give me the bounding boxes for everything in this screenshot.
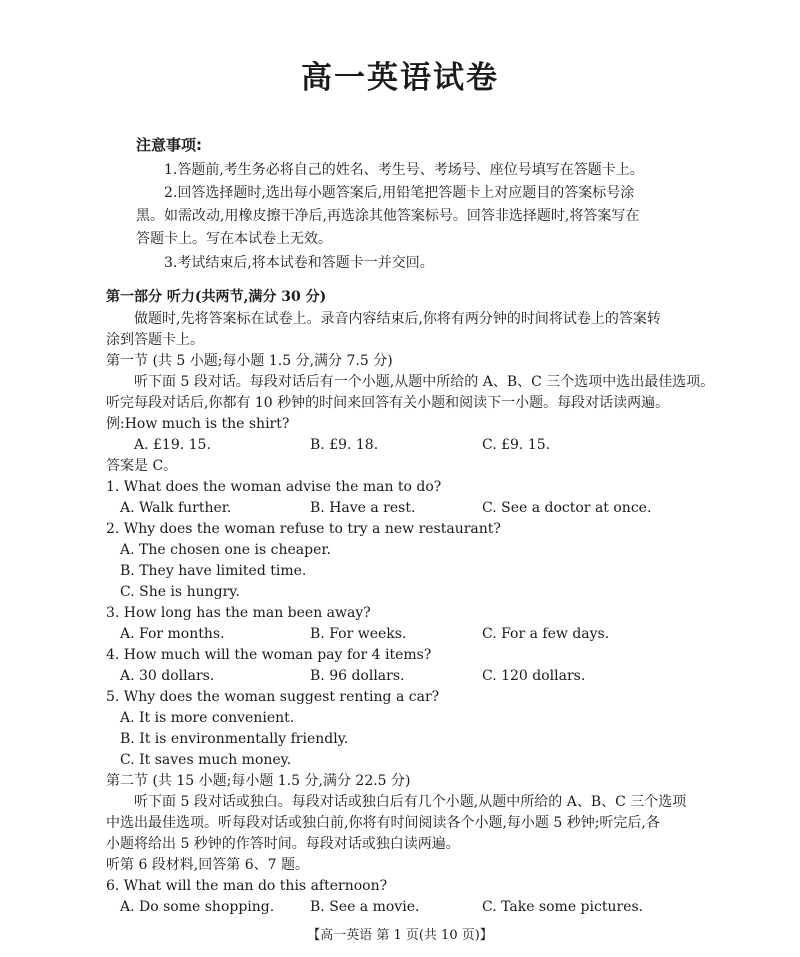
q2-option-a: A. The chosen one is cheaper. [120, 542, 331, 558]
notice-item-3: 3.考试结束后,将本试卷和答题卡一并交回。 [164, 255, 434, 271]
notice-item-2-end: 答题卡上。写在本试卷上无效。 [136, 231, 332, 247]
q4-option-c: C. 120 dollars. [482, 668, 586, 684]
example-option-c: C. £9. 15. [482, 437, 551, 453]
q6-option-b: B. See a movie. [310, 899, 420, 915]
section1-intro-2: 听完每段对话后,你都有 10 秒钟的时间来回答有关小题和阅读下一小题。每段对话读两遍。 [106, 395, 670, 411]
section2-intro-2: 中选出最佳选项。听每段对话或独白前,你将有时间阅读各个小题,每小题 5 秒钟;听完后,各 [106, 815, 660, 831]
question-4: 4. How much will the woman pay for 4 items? [106, 647, 432, 663]
section2-heading: 第二节 (共 15 小题;每小题 1.5 分,满分 22.5 分) [106, 773, 411, 789]
q3-option-a: A. For months. [120, 626, 225, 642]
q2-option-c: C. She is hungry. [120, 584, 240, 600]
part1-intro-1: 做题时,先将答案标在试卷上。录音内容结束后,你将有两分钟的时间将试卷上的答案转 [134, 311, 661, 327]
question-5: 5. Why does the woman suggest renting a car? [106, 689, 440, 705]
example-question: 例:How much is the shirt? [106, 416, 290, 432]
part1-intro-2: 涂到答题卡上。 [106, 332, 204, 348]
q6-option-a: A. Do some shopping. [120, 899, 275, 915]
example-answer: 答案是 C。 [106, 458, 178, 474]
section2-material: 听第 6 段材料,回答第 6、7 题。 [106, 857, 309, 873]
q1-option-a: A. Walk further. [120, 500, 232, 516]
section1-heading: 第一节 (共 5 小题;每小题 1.5 分,满分 7.5 分) [106, 353, 393, 369]
q5-option-b: B. It is environmentally friendly. [120, 731, 349, 747]
q1-option-b: B. Have a rest. [310, 500, 416, 516]
notice-heading: 注意事项: [136, 136, 202, 154]
notice-item-1: 1.答题前,考生务必将自己的姓名、考生号、考场号、座位号填写在答题卡上。 [164, 162, 644, 178]
q4-option-a: A. 30 dollars. [120, 668, 215, 684]
notice-item-2-cont: 黑。如需改动,用橡皮擦干净后,再选涂其他答案标号。回答非选择题时,将答案写在 [136, 208, 640, 224]
q5-option-c: C. It saves much money. [120, 752, 292, 768]
question-1: 1. What does the woman advise the man to do? [106, 479, 442, 495]
notice-item-2: 2.回答选择题时,选出每小题答案后,用铅笔把答题卡上对应题目的答案标号涂 [164, 185, 635, 201]
page-footer: 【高一英语 第 1 页(共 10 页)】 [307, 928, 493, 943]
q3-option-c: C. For a few days. [482, 626, 610, 642]
example-option-a: A. £19. 15. [134, 437, 211, 453]
section2-intro-3: 小题将给出 5 秒钟的作答时间。每段对话或独白读两遍。 [106, 836, 460, 852]
section1-intro-1: 听下面 5 段对话。每段对话后有一个小题,从题中所给的 A、B、C 三个选项中选出最佳选项。 [134, 374, 715, 390]
q6-option-c: C. Take some pictures. [482, 899, 644, 915]
q1-option-c: C. See a doctor at once. [482, 500, 652, 516]
q3-option-b: B. For weeks. [310, 626, 407, 642]
example-option-b: B. £9. 18. [310, 437, 379, 453]
q2-option-b: B. They have limited time. [120, 563, 307, 579]
page-title: 高一英语试卷 [301, 60, 499, 96]
question-2: 2. Why does the woman refuse to try a new restaurant? [106, 521, 501, 537]
q4-option-b: B. 96 dollars. [310, 668, 405, 684]
question-3: 3. How long has the man been away? [106, 605, 371, 621]
q5-option-a: A. It is more convenient. [120, 710, 295, 726]
question-6: 6. What will the man do this afternoon? [106, 878, 388, 894]
part1-heading: 第一部分 听力(共两节,满分 30 分) [106, 289, 327, 305]
section2-intro-1: 听下面 5 段对话或独白。每段对话或独白后有几个小题,从题中所给的 A、B、C 三个选项 [134, 794, 687, 810]
